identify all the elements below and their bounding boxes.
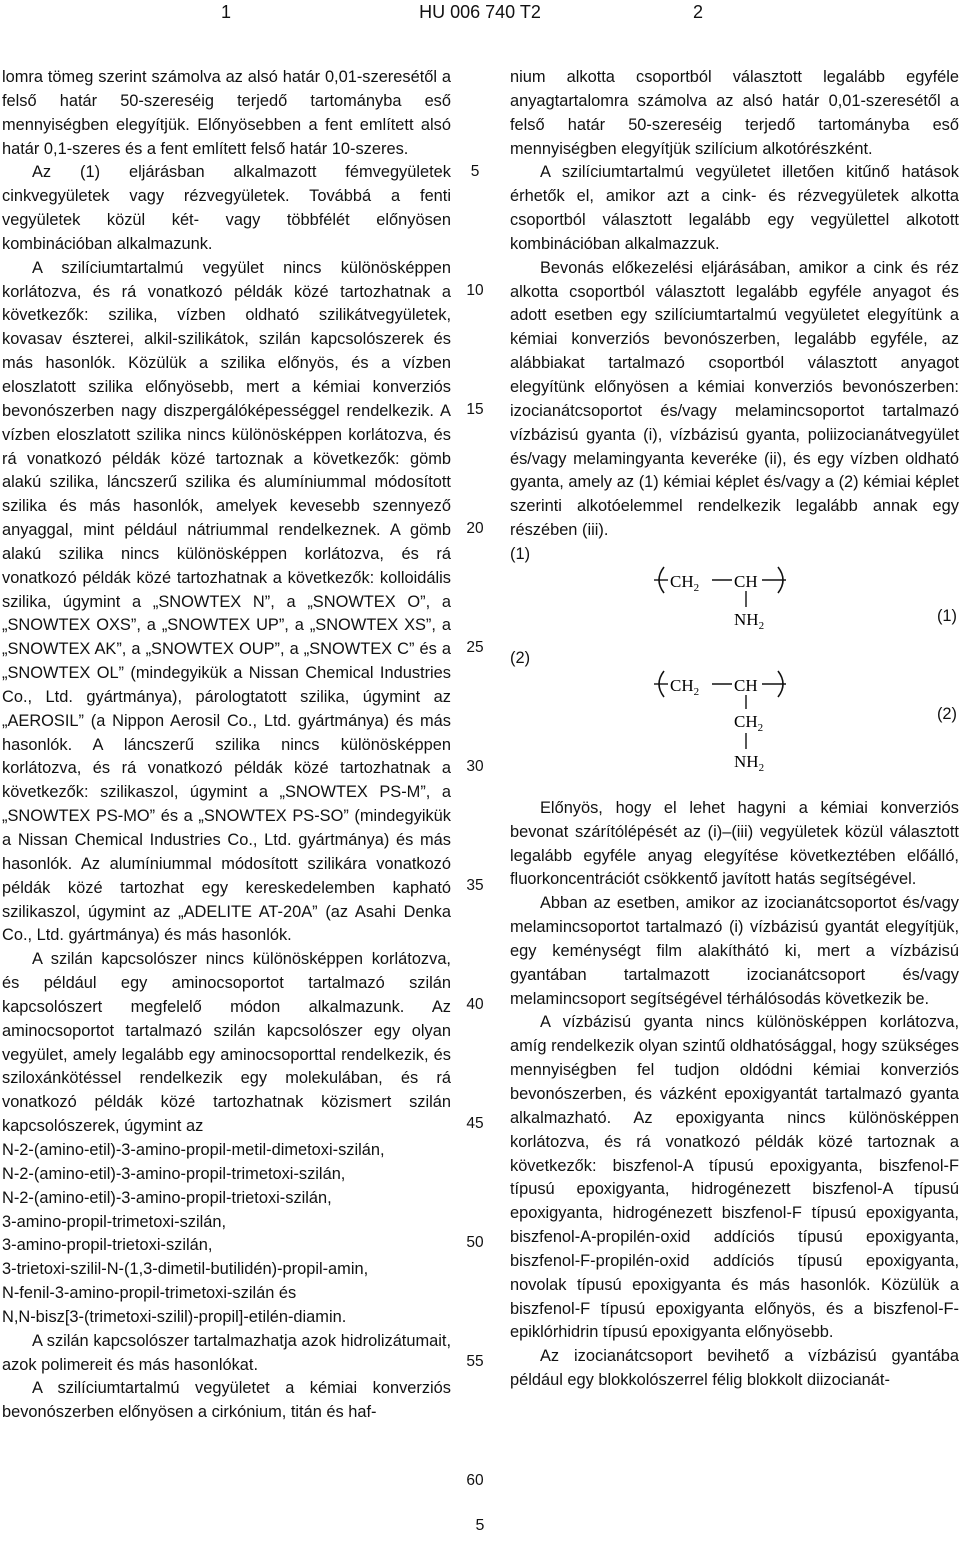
line-number: 30 xyxy=(466,758,484,775)
line-number: 20 xyxy=(466,520,484,537)
page-number-right: 2 xyxy=(693,2,704,22)
ch2-group: $CH_2$ xyxy=(670,675,700,698)
paragraph: Előnyös, hogy el lehet hagyni a kémiai konverziós bevonat szárítólépését az (i)–(iii) vegyületek közül választott legalább egyféle anyag elegyítése következtében előálló, fluorkoncentrációt csökkentő javított hatás segítségével. xyxy=(510,798,959,889)
paragraph: Az (1) eljárásban alkalmazott fémvegyületek cinkvegyületek vagy rézvegyületek. Továbbá a fenti vegyületek közül két- vagy többfélét előnyösen kombinációban alkalmazunk. xyxy=(2,163,451,253)
paragraph: A szilán kapcsolószer nincs különösképpen korlátozva, és például egy aminocsoportot tartalmazó szilán kapcsolószert megfelelő módon alkalmazunk. Az aminocsoportot tartalmazó szilán kapcsolószer egy olyan vegyület, amely legalább egy aminocsoporttal rendelkezik, és sziloxánkötéssel rendelkezik egy molekulában, és rá vonatkozó példák közé tartozhatnak közismert szilán kapcsolószerek, úgymint az xyxy=(2,950,451,1136)
formula-1 xyxy=(510,543,959,647)
left-column xyxy=(2,66,451,1425)
page-number-left: 1 xyxy=(221,2,232,22)
paragraph: A szilán kapcsolószer tartalmazhatja azok hidrolizátumait, azok polimereit és más hasonlókat. xyxy=(2,1331,451,1374)
ch-group: CH xyxy=(734,571,758,591)
paragraph: A szilíciumtartalmú vegyületet a kémiai konverziós bevonószerben előnyösen a cirkónium, titán és haf- xyxy=(2,1379,451,1422)
ch2-group: $CH_2$ xyxy=(734,711,764,734)
ch2-group: $CH_2$ xyxy=(670,571,700,594)
line-number: 55 xyxy=(466,1353,484,1370)
formula-2-structure xyxy=(650,669,820,789)
silane-item: N,N-bisz[3-(trimetoxi-szilil)-propil]-etilén-diamin. xyxy=(2,1307,347,1326)
line-number: 15 xyxy=(466,401,484,418)
silane-item: N-2-(amino-etil)-3-amino-propil-metil-dimetoxi-szilán, xyxy=(2,1140,385,1159)
line-number: 10 xyxy=(466,282,484,299)
footer-page-number: 5 xyxy=(475,1517,485,1534)
paragraph: Bevonás előkezelési eljárásában, amikor a cink és réz alkotta csoportból választott legalább egyféle anyagot és adott esetben egy szilíciumtartalmú vegyületet elegyítünk a kémiai konverziós bevonószerben, legalább egyféle, az alábbiakat tartalmazó csoportból választott anyagot elegyítünk előnyösen a kémiai konverziós bevonószerben: izocianátcsoportot és/vagy melamincsoportot tartalmazó vízbázisú gyanta (i), vízbázisú gyanta, poliizocianátvegyület és/vagy melamingyanta keveréke (ii), és egy vízben oldható gyanta, amely az (1) kémiai képlet és/vagy a (2) kémiai képlet szerinti alkotóelemmel rendelkezik legalább annak egy részében (iii). xyxy=(510,258,959,540)
ch-group: CH xyxy=(734,675,758,695)
silane-item: 3-amino-propil-trimetoxi-szilán, xyxy=(2,1212,227,1231)
formula-2 xyxy=(510,647,959,797)
silane-item: N-2-(amino-etil)-3-amino-propil-trimetoxi-szilán, xyxy=(2,1164,346,1183)
paragraph: Abban az esetben, amikor az izocianátcsoportot és/vagy melamincsoportot tartalmazó (i) vízbázisú gyantát elegyítjük, egy keménységt film alakíthátó ki, mert a vízbázisú gyantában tartalmazott izocianátcsoport és/vagy melamincsoport segítségével térhálósodás következik be. xyxy=(510,894,959,1008)
paragraph: A szilíciumtartalmú vegyület nincs különösképpen korlátozva, és rá vonatkozó példák közé tartozhatnak a következők: szilika, vízben oldható szilikátvegyületek, kovasav észterei, alkil-szilikátok, szilán kapcsolószerek és más hasonlók. Közülük a szilika előnyös, és a vízben eloszlatott szilika előnyösebb, mert a kémiai konverziós bevonószerben nagy diszpergálóképességgel rendelkezik. A vízben eloszlatott szilika nincs különösképpen korlátozva, és rá vonatkozó példák közé tartoznak a következők: gömb alakú szilika, láncszerű szilika és alumíniummal módosított szilika és más hasonlók, amelyek kevesebb szennyező anyaggal, mint például nátriummal rendelkeznek. A gömb alakú szilika nincs különösképpen korlátozva, és rá vonatkozó példák közé tartozhatnak a következők: kolloidális szilika, úgymint a „SNOWTEX N”, a „SNOWTEX O”, a „SNOWTEX OXS”, a „SNOWTEX UP”, a „SNOWTEX XS”, a „SNOWTEX AK”, a „SNOWTEX OUP”, a „SNOWTEX C” és a „SNOWTEX OL” (mindegyikük a Nissan Chemical Industries Co., Ltd. gyártmánya), párologtatott szilika, úgymint az „AEROSIL” (a Nippon Aerosil Co., Ltd. gyártmánya) és más hasonlók. A láncszerű szilika nincs különösképpen korlátozva, és rá vonatkozó példák közé tartozhatnak a következők: szilikaszol, úgymint a „SNOWTEX PS-M”, a „SNOWTEX PS-MO” és a „SNOWTEX PS-SO” (mindegyikük a Nissan Chemical Industries Co., Ltd. gyártmánya) és más hasonlók. Az alumíniummal módosított szilikára vonatkozó példák közé tartozhat egy kereskedelemben kapható szilikaszol, úgymint az „ADELITE AT-20A” (az Asahi Denka Co., Ltd. gyártmánya) és más hasonlók. xyxy=(2,258,451,945)
formula-label: (1) xyxy=(510,544,531,563)
formula-label: (2) xyxy=(510,648,531,667)
silane-item: N-fenil-3-amino-propil-trimetoxi-szilán és xyxy=(2,1284,297,1303)
paragraph: Az izocianátcsoport bevihető a vízbázisú gyantába például egy blokkolószerrel félig blokkolt diizocianát- xyxy=(510,1347,959,1390)
line-number: 5 xyxy=(470,163,480,180)
line-number: 40 xyxy=(466,996,484,1013)
formula-number: (2) xyxy=(936,704,957,723)
paragraph: A vízbázisú gyanta nincs különösképpen korlátozva, amíg rendelkezik olyan szintű oldhatósággal, hogy szükséges mennyiségben fel tudjon oldódni kémiai konverziós bevonószerben, és vázként epoxigyantát tartalmazó gyanta alkalmazható. Az epoxigyanta nincs különösképpen korlátozva, és rá vonatkozó példák közé tartoznak a következők: biszfenol-A típusú epoxigyanta, biszfenol-F típusú epoxigyanta, hidrogénezett biszfenol-A típusú epoxigyanta, hidrogénezett biszfenol-F típusú epoxigyanta, biszfenol-A-propilén-oxid addíciós típusú epoxigyanta, biszfenol-F-propilén-oxid addíciós típusú epoxigyanta, novolak típusú epoxigyanta és más hasonlók. Közülük a biszfenol-F típusú epoxigyanta előnyös, és a biszfenol-F-epiklórhidrin típusú epoxigyanta előnyösebb. xyxy=(510,1013,959,1342)
silane-item: 3-trietoxi-szilil-N-(1,3-dimetil-butilidén)-propil-amin, xyxy=(2,1260,369,1279)
line-number: 35 xyxy=(466,877,484,894)
paragraph: nium alkotta csoportból választott legalább egyféle anyagtartalomra számolva az alsó határ 0,01-szeresétől a felső határ 50-szereséig terjedő tartományba eső mennyiségben elegyítjük szilícium alkotórészként. xyxy=(510,68,959,158)
formula-number: (1) xyxy=(936,606,957,625)
paragraph: lomra tömeg szerint számolva az alsó határ 0,01-szeresétől a felső határ 50-szereséig terjedő tartományba eső mennyiségben elegyítjük. Előnyösebben a fent említett alsó határ 0,1-szeres és a fent említett felső határ 10-szeres. xyxy=(2,68,451,158)
nh2-group: $NH_2$ xyxy=(734,609,765,632)
line-number: 60 xyxy=(466,1472,484,1489)
line-number: 50 xyxy=(466,1234,484,1251)
silane-item: N-2-(amino-etil)-3-amino-propil-trietoxi-szilán, xyxy=(2,1188,332,1207)
formula-1-structure xyxy=(650,565,820,643)
silane-item: 3-amino-propil-trietoxi-szilán, xyxy=(2,1236,213,1255)
line-number: 45 xyxy=(466,1115,484,1132)
nh2-group: $NH_2$ xyxy=(734,751,765,774)
patent-number: HU 006 740 T2 xyxy=(419,2,541,22)
line-number: 25 xyxy=(466,639,484,656)
right-column xyxy=(510,66,959,1393)
paragraph: A szilíciumtartalmú vegyületet illetően kitűnő hatások érhetők el, amikor azt a cink- és rézvegyületek alkotta csoportból választott legalább egy vegyülettel alkotott kombinációban alkalmazzuk. xyxy=(510,163,959,253)
